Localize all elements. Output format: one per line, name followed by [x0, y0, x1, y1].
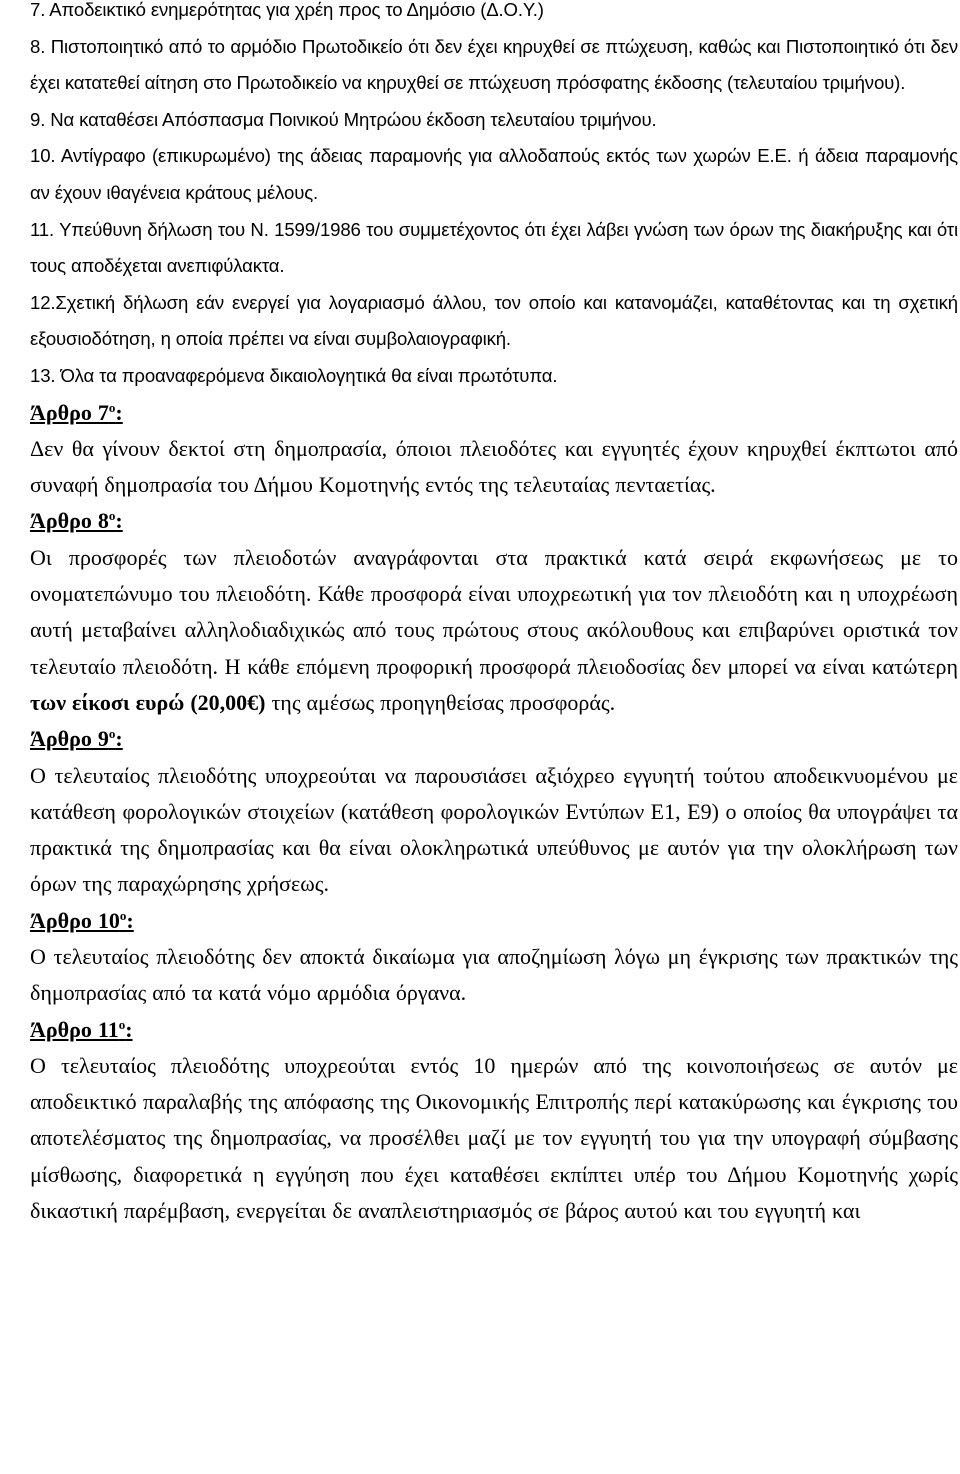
- article-body: Οι προσφορές των πλειοδοτών αναγράφονται στα πρακτικά κατά σειρά εκφωνήσεως με το ονοματεπώνυμο του πλειοδότη. Κάθε προσφορά είναι υποχρεωτική για τον πλειοδότη και η υποχρέωση αυτή μεταβαίνει αλληλοδιαδιχικώς από τους πρώτους στους ακόλουθους και επιβαρύνει οριστικά τον τελευταίο πλειοδότη. Η κάθε επόμενη προφορική προσφορά πλειοδοσίας δεν μπορεί να είναι κατώτερη των είκοσι ευρώ (20,00€) της αμέσως προηγηθείσας προσφοράς.: [30, 544, 958, 715]
- list-item: 8. Πιστοποιητικό από το αρμόδιο Πρωτοδικείο ότι δεν έχει κηρυχθεί σε πτώχευση, καθώς και Πιστοποιητικό ότι δεν έχει κατατεθεί αίτηση στο Πρωτοδικείο να κηρυχθεί σε πτώχευση πρόσφατης έκδοσης (τελευταίου τριμήνου).: [30, 35, 958, 94]
- article-heading: Άρθρο $8^o$:: [30, 508, 123, 534]
- article-body: Ο τελευταίος πλειοδότης υποχρεούται να παρουσιάσει αξιόχρεο εγγυητή τούτου αποδεικνυομένου με κατάθεση φορολογικών στοιχείων (κατάθεση φορολογικών Εντύπων Ε1, Ε9) ο οποίος θα υπογράψει τα πρακτικά της δημοπρασίας και θα είναι ολοκληρωτικά υπεύθυνος με αυτόν για την ολοκλήρωση των όρων της παραχώρησης χρήσεως.: [30, 762, 958, 897]
- list-item: 7. Αποδεικτικό ενημερότητας για χρέη προς το Δημόσιο (Δ.Ο.Υ.): [30, 0, 544, 20]
- requirements-list: [30, 0, 958, 395]
- article-body: Ο τελευταίος πλειοδότης υποχρεούται εντός 10 ημερών από της κοινοποιήσεως σε αυτόν με αποδεικτικό παραλαβής της απόφασης της Οικονομικής Επιτροπής περί κατακύρωσης και έγκρισης του αποτελέσματος της δημοπρασίας, να προσέλθει μαζί με τον εγγυητή του για την υπογραφή σύμβασης μίσθωσης, διαφορετικά η εγγύηση που έχει καταθέσει εκπίπτει υπέρ του Δήμου Κομοτηνής χωρίς δικαστική παρέμβαση, ενεργείται δε αναπλειστηριασμός σε βάρος αυτού και του εγγυητή και: [30, 1052, 958, 1224]
- article-heading: Άρθρο $7^o$:: [30, 399, 123, 425]
- minimum-bid-amount: των είκοσι ευρώ (20,00€): [30, 689, 266, 715]
- list-item: 13. Όλα τα προαναφερόμενα δικαιολογητικά θα είναι πρωτότυπα.: [30, 364, 558, 386]
- list-item: 9. Να καταθέσει Απόσπασμα Ποινικού Μητρώου έκδοση τελευταίου τριμήνου.: [30, 108, 657, 130]
- article-body: Δεν θα γίνουν δεκτοί στη δημοπρασία, όποιοι πλειοδότες και εγγυητές έχουν κηρυχθεί έκπτωτοι από συναφή δημοπρασία του Δήμου Κομοτηνής εντός της τελευταίας πενταετίας.: [30, 435, 958, 498]
- article-body: Ο τελευταίος πλειοδότης δεν αποκτά δικαίωμα για αποζημίωση λόγω μη έγκρισης των πρακτικών της δημοπρασίας από τα κατά νόμο αρμόδια όργανα.: [30, 943, 958, 1006]
- list-item: 11. Υπεύθυνη δήλωση του Ν. 1599/1986 του συμμετέχοντος ότι έχει λάβει γνώση των όρων της διακήρυξης και ότι τους αποδέχεται ανεπιφύλακτα.: [30, 218, 958, 277]
- article-heading: Άρθρο $9^o$:: [30, 726, 123, 752]
- article-heading: Άρθρο $10^o$:: [30, 907, 134, 933]
- articles: [30, 395, 958, 1230]
- list-item: 12.Σχετική δήλωση εάν ενεργεί για λογαριασμό άλλου, τον οποίο και κατανομάζει, καταθέτοντας και τη σχετική εξουσιοδότηση, η οποία πρέπει να είναι συμβολαιογραφική.: [30, 291, 958, 350]
- list-item: 10. Αντίγραφο (επικυρωμένο) της άδειας παραμονής για αλλοδαπούς εκτός των χωρών Ε.Ε. ή άδεια παραμονής αν έχουν ιθαγένεια κράτους μέλους.: [30, 145, 958, 203]
- article-heading: Άρθρο $11^o$:: [30, 1016, 133, 1042]
